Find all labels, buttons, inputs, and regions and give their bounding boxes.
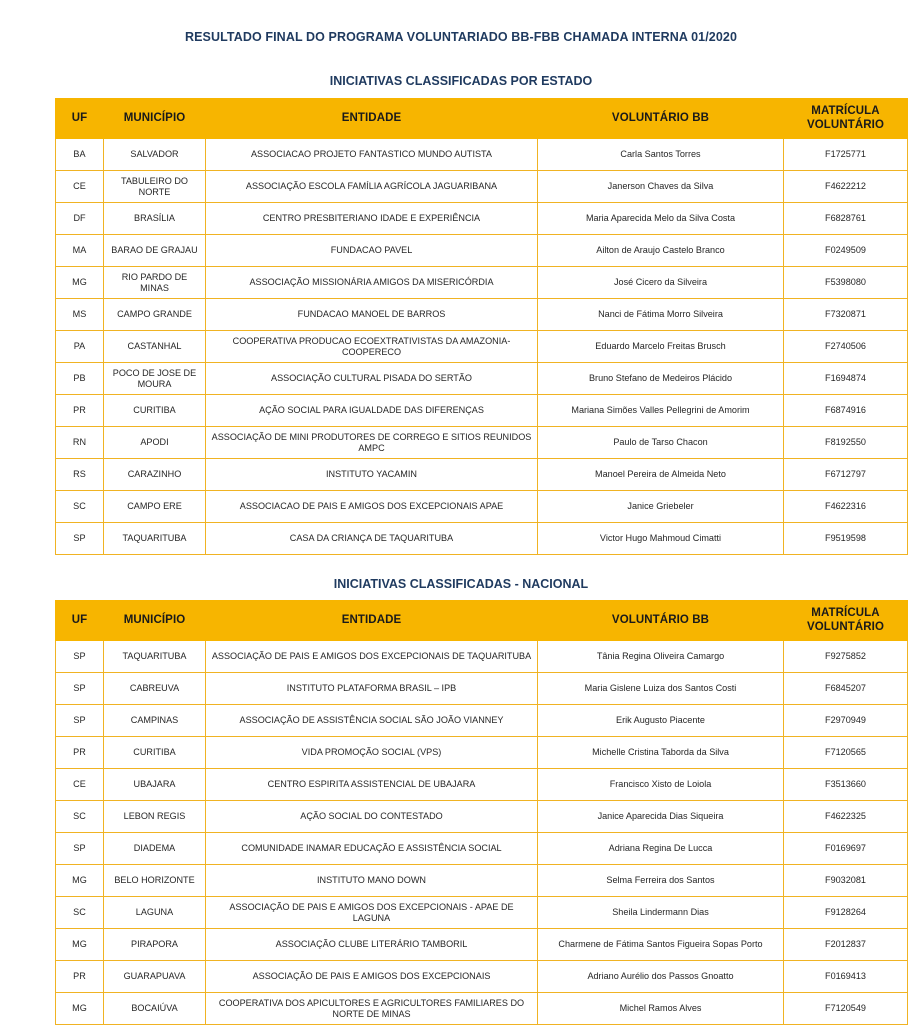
cell-voluntario: Michel Ramos Alves <box>538 993 784 1025</box>
column-header-matricula <box>784 99 908 139</box>
cell-municipio: CASTANHAL <box>104 331 206 363</box>
table-row <box>56 331 908 363</box>
cell-entidade: AÇÃO SOCIAL DO CONTESTADO <box>206 801 538 833</box>
cell-entidade: ASSOCIAÇÃO MISSIONÁRIA AMIGOS DA MISERICÓRDIA <box>206 267 538 299</box>
cell-matricula: F7120549 <box>784 993 908 1025</box>
table-row <box>56 427 908 459</box>
cell-voluntario: Janice Aparecida Dias Siqueira <box>538 801 784 833</box>
table-row <box>56 641 908 673</box>
cell-municipio: POCO DE JOSE DE MOURA <box>104 363 206 395</box>
cell-entidade: ASSOCIAÇÃO CLUBE LITERÁRIO TAMBORIL <box>206 929 538 961</box>
cell-entidade: CASA DA CRIANÇA DE TAQUARITUBA <box>206 523 538 555</box>
table-body-estado <box>56 139 908 555</box>
column-header-matricula <box>784 601 908 641</box>
cell-uf: PR <box>56 395 104 427</box>
cell-municipio: CURITIBA <box>104 395 206 427</box>
column-header-matricula-line1: MATRÍCULA <box>811 105 880 117</box>
cell-municipio: TAQUARITUBA <box>104 523 206 555</box>
cell-entidade: ASSOCIAÇÃO DE MINI PRODUTORES DE CORREGO E SITIOS REUNIDOS AMPC <box>206 427 538 459</box>
table-iniciativas-nacional <box>55 600 908 1025</box>
cell-uf: DF <box>56 203 104 235</box>
cell-matricula: F9275852 <box>784 641 908 673</box>
section-heading-nacional: INICIATIVAS CLASSIFICADAS - NACIONAL <box>333 577 589 592</box>
cell-uf: BA <box>56 139 104 171</box>
table-row <box>56 139 908 171</box>
column-header-matricula-line2: VOLUNTÁRIO <box>806 118 885 131</box>
column-header-entidade: ENTIDADE <box>206 601 538 641</box>
cell-voluntario: Francisco Xisto de Loiola <box>538 769 784 801</box>
cell-municipio: CURITIBA <box>104 737 206 769</box>
cell-municipio: BRASÍLIA <box>104 203 206 235</box>
table-body-nacional <box>56 641 908 1025</box>
cell-voluntario: Mariana Simões Valles Pellegrini de Amorim <box>538 395 784 427</box>
cell-voluntario: Janice Griebeler <box>538 491 784 523</box>
table-iniciativas-estado <box>55 98 908 555</box>
cell-matricula: F7120565 <box>784 737 908 769</box>
cell-uf: MG <box>56 993 104 1025</box>
table-row <box>56 299 908 331</box>
cell-voluntario: José Cicero da Silveira <box>538 267 784 299</box>
cell-entidade: ASSOCIAÇÃO DE PAIS E AMIGOS DOS EXCEPCIONAIS - APAE DE LAGUNA <box>206 897 538 929</box>
cell-matricula: F7320871 <box>784 299 908 331</box>
column-header-matricula-line2: VOLUNTÁRIO <box>806 620 885 633</box>
cell-uf: MS <box>56 299 104 331</box>
cell-matricula: F1725771 <box>784 139 908 171</box>
table-row <box>56 929 908 961</box>
cell-uf: SP <box>56 833 104 865</box>
cell-entidade: AÇÃO SOCIAL PARA IGUALDADE DAS DIFERENÇAS <box>206 395 538 427</box>
cell-voluntario: Erik Augusto Piacente <box>538 705 784 737</box>
cell-municipio: BOCAIÚVA <box>104 993 206 1025</box>
cell-municipio: PIRAPORA <box>104 929 206 961</box>
cell-voluntario: Tânia Regina Oliveira Camargo <box>538 641 784 673</box>
section-heading-estado: INICIATIVAS CLASSIFICADAS POR ESTADO <box>329 74 593 88</box>
table-header-row <box>56 99 908 139</box>
cell-uf: CE <box>56 769 104 801</box>
cell-matricula: F9032081 <box>784 865 908 897</box>
table-row <box>56 897 908 929</box>
table-row <box>56 459 908 491</box>
cell-uf: SP <box>56 523 104 555</box>
cell-matricula: F2970949 <box>784 705 908 737</box>
cell-voluntario: Carla Santos Torres <box>538 139 784 171</box>
cell-entidade: INSTITUTO YACAMIN <box>206 459 538 491</box>
cell-voluntario: Manoel Pereira de Almeida Neto <box>538 459 784 491</box>
table-row <box>56 737 908 769</box>
cell-matricula: F0169697 <box>784 833 908 865</box>
column-header-uf: UF <box>56 99 104 139</box>
cell-voluntario: Charmene de Fátima Santos Figueira Sopas Porto <box>538 929 784 961</box>
cell-uf: RN <box>56 427 104 459</box>
cell-uf: MA <box>56 235 104 267</box>
column-header-voluntario: VOLUNTÁRIO BB <box>538 601 784 641</box>
cell-entidade: ASSOCIAÇÃO CULTURAL PISADA DO SERTÃO <box>206 363 538 395</box>
cell-matricula: F6712797 <box>784 459 908 491</box>
cell-entidade: CENTRO PRESBITERIANO IDADE E EXPERIÊNCIA <box>206 203 538 235</box>
cell-municipio: SALVADOR <box>104 139 206 171</box>
cell-matricula: F2740506 <box>784 331 908 363</box>
cell-matricula: F0169413 <box>784 961 908 993</box>
cell-uf: SP <box>56 673 104 705</box>
cell-entidade: ASSOCIACAO PROJETO FANTASTICO MUNDO AUTISTA <box>206 139 538 171</box>
table-row <box>56 491 908 523</box>
table-row <box>56 673 908 705</box>
cell-voluntario: Ailton de Araujo Castelo Branco <box>538 235 784 267</box>
cell-entidade: ASSOCIACAO DE PAIS E AMIGOS DOS EXCEPCIONAIS APAE <box>206 491 538 523</box>
cell-municipio: DIADEMA <box>104 833 206 865</box>
cell-voluntario: Selma Ferreira dos Santos <box>538 865 784 897</box>
cell-uf: SP <box>56 641 104 673</box>
cell-matricula: F4622325 <box>784 801 908 833</box>
cell-voluntario: Eduardo Marcelo Freitas Brusch <box>538 331 784 363</box>
table-row <box>56 801 908 833</box>
cell-uf: SP <box>56 705 104 737</box>
document-title: RESULTADO FINAL DO PROGRAMA VOLUNTARIADO BB-FBB CHAMADA INTERNA 01/2020 <box>184 30 738 44</box>
table-row <box>56 363 908 395</box>
table-row <box>56 171 908 203</box>
cell-uf: PA <box>56 331 104 363</box>
table-row <box>56 833 908 865</box>
cell-entidade: INSTITUTO PLATAFORMA BRASIL – IPB <box>206 673 538 705</box>
cell-uf: RS <box>56 459 104 491</box>
cell-voluntario: Adriana Regina De Lucca <box>538 833 784 865</box>
cell-matricula: F6874916 <box>784 395 908 427</box>
cell-matricula: F1694874 <box>784 363 908 395</box>
cell-municipio: UBAJARA <box>104 769 206 801</box>
cell-voluntario: Sheila Lindermann Dias <box>538 897 784 929</box>
cell-matricula: F6828761 <box>784 203 908 235</box>
table-row <box>56 961 908 993</box>
column-header-municipio: MUNICÍPIO <box>104 99 206 139</box>
cell-matricula: F0249509 <box>784 235 908 267</box>
table-row <box>56 203 908 235</box>
cell-uf: SC <box>56 801 104 833</box>
cell-entidade: COOPERATIVA PRODUCAO ECOEXTRATIVISTAS DA AMAZONIA-COOPERECO <box>206 331 538 363</box>
document-page <box>0 30 922 1025</box>
cell-uf: CE <box>56 171 104 203</box>
cell-entidade: ASSOCIAÇÃO DE PAIS E AMIGOS DOS EXCEPCIONAIS DE TAQUARITUBA <box>206 641 538 673</box>
cell-municipio: CAMPINAS <box>104 705 206 737</box>
cell-entidade: ASSOCIAÇÃO ESCOLA FAMÍLIA AGRÍCOLA JAGUARIBANA <box>206 171 538 203</box>
cell-entidade: FUNDACAO PAVEL <box>206 235 538 267</box>
column-header-entidade: ENTIDADE <box>206 99 538 139</box>
cell-uf: SC <box>56 491 104 523</box>
cell-voluntario: Paulo de Tarso Chacon <box>538 427 784 459</box>
cell-voluntario: Adriano Aurélio dos Passos Gnoatto <box>538 961 784 993</box>
table-row <box>56 993 908 1025</box>
cell-municipio: CAMPO GRANDE <box>104 299 206 331</box>
cell-municipio: TABULEIRO DO NORTE <box>104 171 206 203</box>
cell-uf: MG <box>56 929 104 961</box>
cell-matricula: F8192550 <box>784 427 908 459</box>
cell-entidade: CENTRO ESPIRITA ASSISTENCIAL DE UBAJARA <box>206 769 538 801</box>
cell-matricula: F6845207 <box>784 673 908 705</box>
cell-voluntario: Janerson Chaves da Silva <box>538 171 784 203</box>
cell-matricula: F2012837 <box>784 929 908 961</box>
table-row <box>56 523 908 555</box>
column-header-matricula-line1: MATRÍCULA <box>811 607 880 620</box>
cell-entidade: COMUNIDADE INAMAR EDUCAÇÃO E ASSISTÊNCIA SOCIAL <box>206 833 538 865</box>
cell-municipio: LAGUNA <box>104 897 206 929</box>
cell-municipio: CABREUVA <box>104 673 206 705</box>
cell-matricula: F4622212 <box>784 171 908 203</box>
table-row <box>56 235 908 267</box>
cell-voluntario: Victor Hugo Mahmoud Cimatti <box>538 523 784 555</box>
cell-municipio: TAQUARITUBA <box>104 641 206 673</box>
cell-uf: MG <box>56 865 104 897</box>
cell-matricula: F4622316 <box>784 491 908 523</box>
column-header-voluntario: VOLUNTÁRIO BB <box>538 99 784 139</box>
table-header-row <box>56 601 908 641</box>
table-row <box>56 395 908 427</box>
cell-entidade: INSTITUTO MANO DOWN <box>206 865 538 897</box>
cell-voluntario: Bruno Stefano de Medeiros Plácido <box>538 363 784 395</box>
cell-uf: SC <box>56 897 104 929</box>
cell-municipio: GUARAPUAVA <box>104 961 206 993</box>
cell-uf: MG <box>56 267 104 299</box>
cell-entidade: ASSOCIAÇÃO DE ASSISTÊNCIA SOCIAL SÃO JOÃO VIANNEY <box>206 705 538 737</box>
table-row <box>56 769 908 801</box>
cell-municipio: RIO PARDO DE MINAS <box>104 267 206 299</box>
cell-municipio: APODI <box>104 427 206 459</box>
cell-uf: PB <box>56 363 104 395</box>
cell-municipio: BARAO DE GRAJAU <box>104 235 206 267</box>
cell-voluntario: Maria Gislene Luiza dos Santos Costi <box>538 673 784 705</box>
cell-voluntario: Michelle Cristina Taborda da Silva <box>538 737 784 769</box>
cell-matricula: F3513660 <box>784 769 908 801</box>
cell-voluntario: Maria Aparecida Melo da Silva Costa <box>538 203 784 235</box>
cell-matricula: F9128264 <box>784 897 908 929</box>
column-header-municipio: MUNICÍPIO <box>104 601 206 641</box>
column-header-uf: UF <box>56 601 104 641</box>
cell-municipio: LEBON REGIS <box>104 801 206 833</box>
cell-voluntario: Nanci de Fátima Morro Silveira <box>538 299 784 331</box>
table-row <box>56 705 908 737</box>
cell-entidade: ASSOCIAÇÃO DE PAIS E AMIGOS DOS EXCEPCIONAIS <box>206 961 538 993</box>
cell-matricula: F9519598 <box>784 523 908 555</box>
cell-entidade: FUNDACAO MANOEL DE BARROS <box>206 299 538 331</box>
cell-entidade: COOPERATIVA DOS APICULTORES E AGRICULTORES FAMILIARES DO NORTE DE MINAS <box>206 993 538 1025</box>
cell-matricula: F5398080 <box>784 267 908 299</box>
table-row <box>56 865 908 897</box>
cell-uf: PR <box>56 961 104 993</box>
cell-entidade: VIDA PROMOÇÃO SOCIAL (VPS) <box>206 737 538 769</box>
cell-uf: PR <box>56 737 104 769</box>
cell-municipio: BELO HORIZONTE <box>104 865 206 897</box>
cell-municipio: CARAZINHO <box>104 459 206 491</box>
cell-municipio: CAMPO ERE <box>104 491 206 523</box>
table-row <box>56 267 908 299</box>
